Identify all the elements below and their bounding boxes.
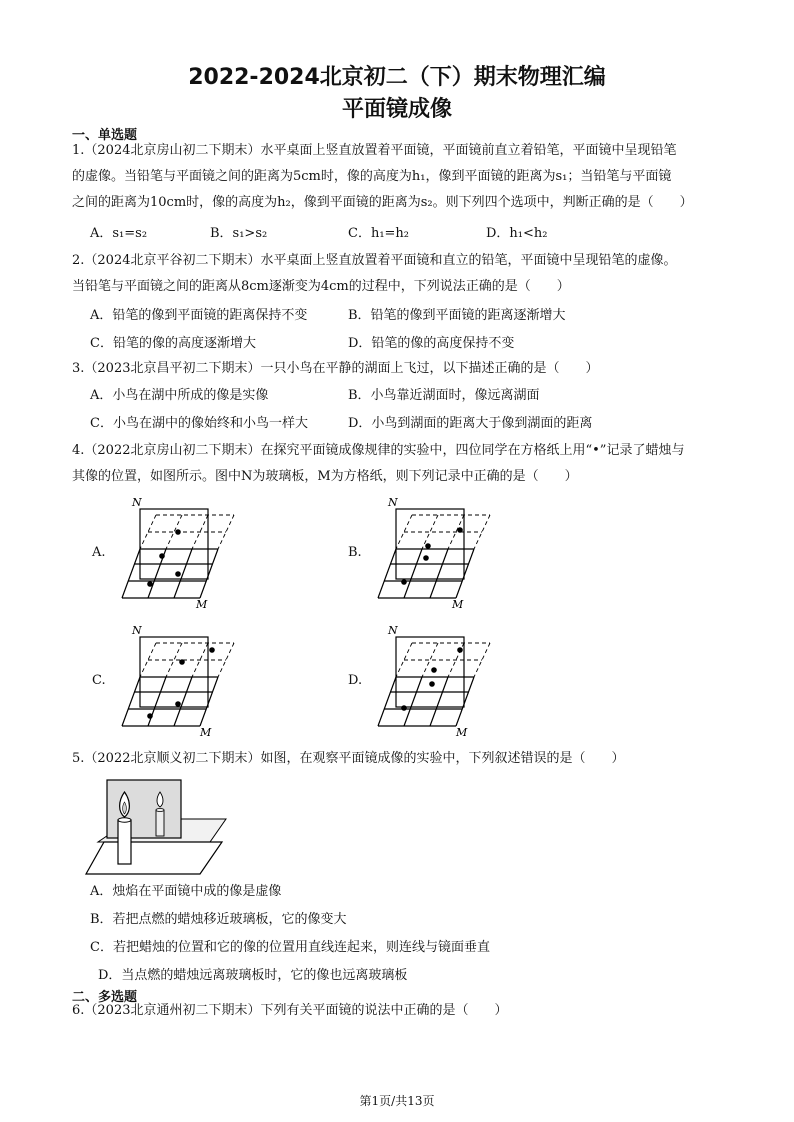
q1-option-c: C．h₁=h₂ — [348, 226, 410, 241]
label-n: N — [388, 496, 398, 509]
q3-option-c: C．小鸟在湖中的像始终和小鸟一样大 — [90, 416, 308, 431]
label-m: M — [452, 598, 464, 611]
q5-option-d: D．当点燃的蜡烛远离玻璃板时，它的像也远离玻璃板 — [98, 968, 408, 983]
q2-line2: 当铅笔与平面镜之间的距离从8cm逐渐变为4cm的过程中，下列说法正确的是（ ） — [72, 279, 570, 294]
q2-option-c: C．铅笔的像的高度逐渐增大 — [90, 336, 256, 351]
q4-line2: 其像的位置，如图所示。图中N为玻璃板，M为方格纸，则下列记录中正确的是（ ） — [72, 469, 578, 484]
label-m: M — [456, 726, 468, 739]
q3-option-a: A．小鸟在湖中所成的像是实像 — [90, 388, 269, 403]
q4-option-d-label: D. — [348, 673, 363, 688]
q3-option-d: D．小鸟到湖面的距离大于像到湖面的距离 — [348, 416, 593, 431]
label-m: M — [200, 726, 212, 739]
label-n: N — [132, 496, 142, 509]
q1-option-b: B．s₁>s₂ — [210, 226, 268, 241]
q1-line1: 1.（2024北京房山初二下期末）水平桌面上竖直放置着平面镜，平面镜前直立着铅笔，平面镜中呈现铅笔 — [72, 143, 677, 158]
q5-option-a: A．烛焰在平面镜中成的像是虚像 — [90, 884, 282, 899]
section-single-choice: 一、单选题 — [72, 128, 138, 143]
q5-option-b: B．若把点燃的蜡烛移近玻璃板，它的像变大 — [90, 912, 347, 927]
q4-option-a-label: A. — [92, 545, 106, 560]
q4-option-c-label: C. — [92, 673, 106, 688]
q2-option-a: A．铅笔的像到平面镜的距离保持不变 — [90, 308, 308, 323]
q4-line1: 4.（2022北京房山初二下期末）在探究平面镜成像规律的实验中，四位同学在方格纸上用“•”记录了蜡烛与 — [72, 443, 685, 458]
label-m: M — [196, 598, 208, 611]
page-subtitle: 平面镜成像 — [341, 97, 452, 122]
q1-line3: 之间的距离为10cm时，像的高度为h₂，像到平面镜的距离为s₂。则下列四个选项中，判断正确的是（ ） — [72, 195, 693, 210]
section-multiple-choice: 二、多选题 — [72, 990, 138, 1005]
q5-option-c: C．若把蜡烛的位置和它的像的位置用直线连起来，则连线与镜面垂直 — [90, 940, 490, 955]
page-title: 2022-2024北京初二（下）期末物理汇编 — [188, 65, 606, 90]
q5-candle-mirror-diagram — [72, 774, 248, 876]
q3-line1: 3.（2023北京昌平初二下期末）一只小鸟在平静的湖面上飞过，以下描述正确的是（ ） — [72, 361, 599, 376]
q2-option-d: D．铅笔的像的高度保持不变 — [348, 336, 515, 351]
q2-option-b: B．铅笔的像到平面镜的距离逐渐增大 — [348, 308, 566, 323]
q4-diagram-c — [114, 622, 274, 740]
q4-diagram-a — [114, 494, 274, 612]
label-n: N — [132, 624, 142, 637]
page-footer: 第1页/共13页 — [359, 1094, 435, 1108]
q3-option-b: B．小鸟靠近湖面时，像远离湖面 — [348, 388, 540, 403]
q1-option-a: A．s₁=s₂ — [90, 226, 148, 241]
q4-diagram-d — [370, 622, 530, 740]
label-n: N — [388, 624, 398, 637]
q1-line2: 的虚像。当铅笔与平面镜之间的距离为5cm时，像的高度为h₁，像到平面镜的距离为s₁；当铅笔与平面镜 — [72, 169, 672, 184]
q1-option-d: D．h₁<h₂ — [486, 226, 548, 241]
q2-line1: 2.（2024北京平谷初二下期末）水平桌面上竖直放置着平面镜和直立的铅笔，平面镜中呈现铅笔的虚像。 — [72, 253, 677, 268]
q4-diagram-b — [370, 494, 530, 612]
q5-line1: 5.（2022北京顺义初二下期末）如图，在观察平面镜成像的实验中，下列叙述错误的是（ ） — [72, 751, 625, 766]
q6-line1: 6.（2023北京通州初二下期末）下列有关平面镜的说法中正确的是（ ） — [72, 1003, 508, 1018]
q4-option-b-label: B. — [348, 545, 362, 560]
